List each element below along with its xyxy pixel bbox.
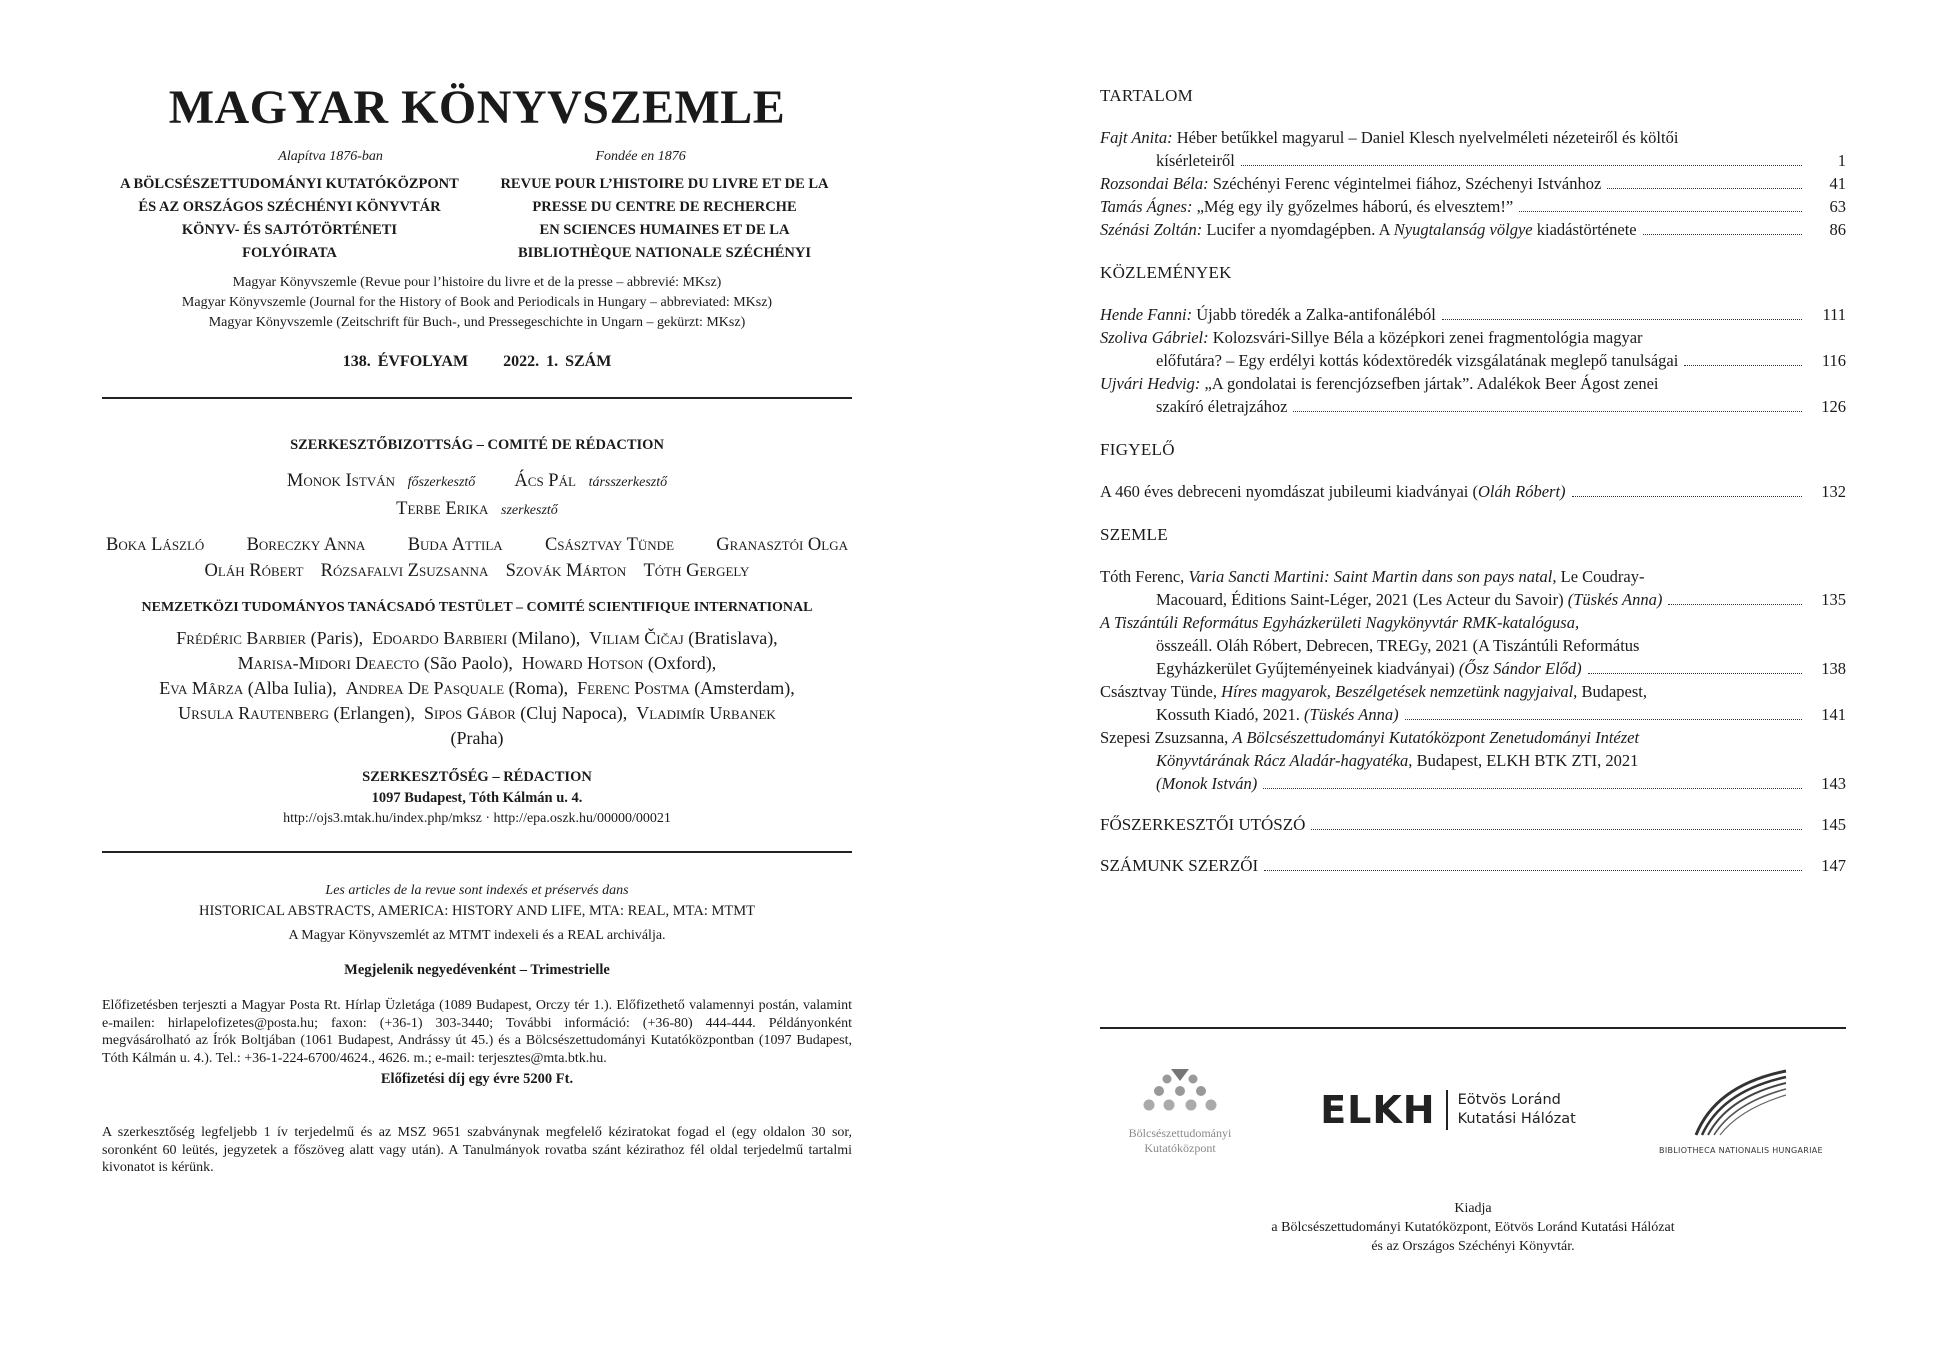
org-hu-line: KÖNYV- ÉS SAJTÓTÖRTÉNETI [181,222,398,238]
logo-row [1100,1055,1846,1165]
toc-entry-text: A Tiszántúli Református Egyházkerületi Nagykönyvtár RMK-katalógusa, [1100,613,1580,632]
table-of-contents [1100,86,1846,795]
toc-entry-line [1100,349,1846,372]
board-row-2 [102,558,852,584]
toc-entry-text: A 460 éves debreceni nyomdászat jubileumi kiadványai (Oláh Róbert) [1100,482,1566,501]
toc-section-heading: TARTALOM [1100,86,1194,105]
board-member: Tóth Gergely [643,561,750,581]
toc-entry[interactable] [1100,195,1846,218]
intl-member-name: Eva Mârza [159,678,244,698]
intl-board [102,626,852,751]
toc-leader [1442,319,1802,320]
intl-member-city: (Bratislava), [683,628,778,648]
toc-entry-line [1100,326,1846,349]
editor-role: főszerkesztő [407,475,476,490]
toc-entry-line [1100,611,1846,634]
toc-entry[interactable] [1100,218,1846,241]
toc-entry-line [1100,372,1846,395]
founded-fr: Fondée en 1876 [595,149,686,164]
editor-role: szerkesztő [501,503,558,518]
toc-entry-text: kísérleteiről [1156,151,1235,170]
toc-entry-text: Szoliva Gábriel: Kolozsvári-Sillye Béla a középkori zenei fragmentológia magyar [1100,328,1643,347]
right-page [1100,0,1846,1359]
org-fr-line: PRESSE DU CENTRE DE RECHERCHE [532,199,797,215]
toc-entry-line [1100,749,1846,772]
board-member: Rózsafalvi Zsuzsanna [320,561,489,581]
toc-entry-line [1100,480,1846,503]
oszk-logo-icon [1686,1065,1796,1141]
toc-entry-text: (Monok István) [1156,774,1258,793]
toc-entry-text: összeáll. Oláh Róbert, Debrecen, TREGy, 2021 (A Tiszántúli Református [1156,636,1640,655]
intl-member-name: Andrea De Pasquale [345,678,505,698]
toc-entry[interactable] [1100,372,1846,418]
board-row-1 [102,532,852,558]
left-page [102,0,852,1359]
toc-page-number: 41 [1829,174,1846,193]
toc-page-number: 1 [1837,151,1846,170]
toc-entry[interactable] [1100,303,1846,326]
manuscript-info: A szerkesztőség legfeljebb 1 ív terjedelmű és az MSZ 9651 szabványnak megfelelő kéziratokat fogad el (egy oldalon 30 sor, soronként 60 leütés, jegyzetek a főszöveg alatt vagy után). A Tanulmányok rovatba szánt kézirathoz fél oldal terjedelmű tartalmi kivonatot is kérünk. [102,1125,852,1175]
elkh-line: Kutatási Hálózat [1457,1111,1576,1127]
toc-entry-text: Hende Fanni: Újabb töredék a Zalka-antifonáléból [1100,305,1436,324]
toc-leader [1263,788,1802,789]
toc-entry-line [1100,634,1846,657]
toc-entry-text: Fajt Anita: Héber betűkkel magyarul – Daniel Klesch nyelvelméleti nézeteiről és költői [1100,128,1679,147]
toc-entry-text: Egyházkerület Gyűjteményeinek kiadványai) (Ősz Sándor Előd) [1156,659,1582,678]
toc-section-heading: SZEMLE [1100,525,1168,544]
toc-leader [1607,188,1802,189]
toc-entry-text: Kossuth Kiadó, 2021. (Tüskés Anna) [1156,705,1399,724]
intl-member-name: Sipos Gábor [423,703,516,723]
toc-entry[interactable] [1100,480,1846,503]
publisher-line: a Bölcsészettudományi Kutatóközpont, Eötvös Loránd Kutatási Hálózat [1271,1220,1675,1235]
editor-in-chief [283,471,479,491]
toc-page-number: 132 [1821,482,1846,501]
toc-closing [1100,813,1846,877]
org-block [102,173,852,265]
intl-member-city: (Praha) [450,728,504,748]
toc-entry-line [1100,854,1846,877]
toc-entry-line [1100,395,1846,418]
publisher-line: és az Országos Széchényi Könyvtár. [1371,1239,1575,1254]
btk-logo-text [1100,1126,1260,1156]
toc-entry-text: szakíró életrajzához [1156,397,1288,416]
toc-leader [1684,365,1802,366]
intl-member-city: (Amsterdam), [689,678,795,698]
toc-entry-text: Szepesi Zsuzsanna, A Bölcsészettudományi Kutatóközpont Zenetudományi Intézet [1100,728,1640,747]
org-fr-line: EN SCIENCES HUMAINES ET DE LA [539,222,790,238]
issue: 2022. 1. SZÁM [503,353,612,370]
toc-page-number: 86 [1829,220,1846,239]
abbreviation-line: Magyar Könyvszemle (Journal for the History of Book and Periodicals in Hungary – abbreviated: MKsz) [181,295,773,310]
publisher [1100,1199,1846,1256]
editor-name: Ács Pál [514,471,576,491]
oszk-logo [1636,1065,1846,1155]
toc-entry-text: Macouard, Éditions Saint-Léger, 2021 (Les Acteur du Savoir) (Tüskés Anna) [1156,590,1663,609]
toc-page-number: 143 [1821,774,1846,793]
toc-entry-line [1100,772,1846,795]
intl-member-city: (Milano), [507,628,581,648]
intl-member-name: Vladimír Urbanek [636,703,776,723]
toc-entry-line [1100,657,1846,680]
board-member: Buda Attila [407,535,503,555]
toc-entry[interactable] [1100,611,1846,680]
toc-leader [1668,604,1802,605]
org-hu-line: A BÖLCSÉSZETTUDOMÁNYI KUTATÓKÖZPONT [120,176,459,192]
redaction-heading: SZERKESZTŐSÉG – RÉDACTION [362,769,592,785]
toc-entry[interactable] [1100,172,1846,195]
org-fr [477,173,852,265]
intl-member-name: Frédéric Barbier [176,628,307,648]
toc-closing-entry[interactable] [1100,813,1846,836]
toc-leader [1405,719,1802,720]
toc-entry[interactable] [1100,726,1846,795]
toc-page-number: 135 [1821,590,1846,609]
toc-entry[interactable] [1100,126,1846,172]
toc-entry-text: Szénási Zoltán: Lucifer a nyomdagépben. A Nyugtalanság völgye kiadástörténete [1100,220,1637,239]
toc-entry[interactable] [1100,326,1846,372]
subscription-price: Előfizetési díj egy évre 5200 Ft. [380,1071,574,1087]
indexed-hu: A Magyar Könyvszemlét az MTMT indexeli és a REAL archiválja. [288,928,666,943]
intl-board-line [102,676,852,701]
toc-entry-line [1100,303,1846,326]
indexed-intro: Les articles de la revue sont indexés et préservés dans [325,883,629,898]
toc-leader [1588,673,1802,674]
toc-entry-line [1100,149,1846,172]
toc-entry-text: Rozsondai Béla: Széchényi Ferenc végintelmei fiához, Széchenyi Istvánhoz [1100,174,1602,193]
toc-entry[interactable] [1100,565,1846,611]
divider [102,397,852,399]
org-hu-line: FOLYÓIRATA [242,245,337,261]
intl-member-city: (Oxford), [643,653,717,673]
volume-issue [102,353,852,371]
elkh-logo [1320,1088,1576,1132]
toc-leader [1519,211,1802,212]
intl-member-name: Edoardo Barbieri [372,628,508,648]
intl-member-city: (Paris), [306,628,364,648]
toc-page-number: 126 [1821,397,1846,416]
toc-entry[interactable] [1100,680,1846,726]
toc-leader [1241,165,1802,166]
toc-page-number: 111 [1822,305,1846,324]
toc-entry-line [1100,726,1846,749]
elkh-separator [1446,1090,1448,1130]
toc-page-number: 141 [1821,705,1846,724]
editor-role: társszerkesztő [588,475,668,490]
toc-page-number: 138 [1821,659,1846,678]
elkh-text [1458,1091,1576,1129]
toc-entry-text: Tamás Ágnes: „Még egy ily győzelmes háború, és elvesztem!” [1100,197,1514,216]
board-member: Boreczky Anna [246,535,366,555]
publisher-line: Kiadja [1454,1201,1492,1216]
toc-entry-text: FŐSZERKESZTŐI UTÓSZÓ [1100,815,1306,834]
toc-entry-text: előfutára? – Egy erdélyi kottás kódextöredék vizsgálatának meglepő tanulságai [1156,351,1679,370]
board-member: Boka László [106,535,205,555]
toc-entry-line [1100,680,1846,703]
toc-entry-text: Császtvay Tünde, Híres magyarok, Beszélgetések nemzetünk nagyjaival, Budapest, [1100,682,1647,701]
divider [1100,1027,1846,1029]
editor-name: Terbe Erika [396,499,489,519]
toc-leader [1643,234,1802,235]
editor-name: Monok István [286,471,395,491]
btk-logo [1100,1065,1260,1156]
subscription-info: Előfizetésben terjeszti a Magyar Posta Rt. Hírlap Üzletága (1089 Budapest, Orczy tér 1.). Előfizethető valamennyi postán, valamint e-mailen: hirlapelofizetes@posta.hu; faxon: (+36-1) 303-3440; További információ: (+36-80) 444-444. Példányonként megvásárolható az Írók Boltjában (1061 Budapest, Andrássy út 45.) és a Bölcsészettudományi Kutatóközpontban (1097 Budapest, Tóth Kálmán u. 4.). Tel.: +36-1-224-6700/4624., 4626. m.; e-mail: terjesztes@mta.btk.hu. [102,998,852,1066]
toc-leader [1264,870,1802,871]
toc-page-number: 116 [1821,351,1846,370]
intl-board-line [102,651,852,676]
toc-entry-text: Tóth Ferenc, Varia Sancti Martini: Saint Martin dans son pays natal, Le Coudray- [1100,567,1645,586]
toc-leader [1311,829,1802,830]
toc-entry-text: Ujvári Hedvig: „A gondolatai is ferencjózsefben jártak”. Adalékok Beer Ágost zenei [1100,374,1659,393]
org-hu [102,173,477,265]
btk-logo-icon [1135,1065,1225,1121]
intl-member-city: (Roma), [504,678,569,698]
toc-entry-line [1100,195,1846,218]
elkh-mark: ELKH [1320,1088,1436,1132]
editorial-heading: SZERKESZTŐBIZOTTSÁG – COMITÉ DE RÉDACTION [290,437,664,453]
toc-page-number: 147 [1821,856,1846,875]
intl-board-line [102,701,852,726]
board-member: Császtvay Tünde [544,535,675,555]
org-hu-line: ÉS AZ ORSZÁGOS SZÉCHÉNYI KÖNYVTÁR [138,199,441,215]
intl-board-line [102,626,852,651]
abbreviations [102,273,852,333]
intl-member-city: (Alba Iulia), [243,678,337,698]
indexed-list: HISTORICAL ABSTRACTS, AMERICA: HISTORY AND LIFE, MTA: REAL, MTA: MTMT [199,903,755,919]
toc-entry-line [1100,813,1846,836]
board-member: Granasztói Olga [716,535,848,555]
co-editor [510,471,671,491]
toc-leader [1293,411,1802,412]
editor-row-2 [102,496,852,524]
btk-logo-line: Kutatóközpont [1144,1140,1216,1155]
intl-member-name: Viliam Čičaj [589,628,684,648]
intl-member-name: Marisa-Midori Deaecto [237,653,420,673]
toc-entry-line [1100,172,1846,195]
intl-member-name: Ferenc Postma [577,678,690,698]
toc-entry-text: SZÁMUNK SZERZŐI [1100,856,1259,875]
toc-section-heading: KÖZLEMÉNYEK [1100,263,1232,282]
intl-heading: NEMZETKÖZI TUDOMÁNYOS TANÁCSADÓ TESTÜLET – COMITÉ SCIENTIFIQUE INTERNATIONAL [141,600,813,615]
elkh-line: Eötvös Loránd [1457,1092,1561,1108]
toc-entry-line [1100,588,1846,611]
founded-hu: Alapítva 1876-ban [278,149,383,164]
toc-entry-line [1100,126,1846,149]
board-member: Oláh Róbert [204,561,304,581]
abbreviation-line: Magyar Könyvszemle (Zeitschrift für Buch-, und Pressegeschichte in Ungarn – gekürzt: MKsz) [208,315,746,330]
divider [102,851,852,853]
intl-member-city: (São Paolo), [419,653,513,673]
org-fr-line: BIBLIOTHÈQUE NATIONALE SZÉCHÉNYI [517,245,812,261]
toc-entry-line [1100,565,1846,588]
abbreviation-line: Magyar Könyvszemle (Revue pour l’histoire du livre et de la presse – abbrevié: MKsz) [232,275,722,290]
intl-member-city: (Cluj Napoca), [515,703,628,723]
toc-section-heading: FIGYELŐ [1100,440,1175,459]
org-fr-line: REVUE POUR L’HISTOIRE DU LIVRE ET DE LA [500,176,829,192]
founded-row [102,149,852,165]
toc-entry-line [1100,703,1846,726]
intl-member-name: Howard Hotson [521,653,644,673]
volume: 138. ÉVFOLYAM [342,353,469,370]
board-member: Szovák Márton [505,561,627,581]
btk-logo-line: Bölcsészettudományi [1128,1125,1232,1140]
oszk-logo-text: BIBLIOTHECA NATIONALIS HUNGARIAE [1659,1146,1823,1155]
toc-entry-line [1100,218,1846,241]
frequency: Megjelenik negyedévenként – Trimestrielle [344,962,610,978]
toc-page-number: 63 [1829,197,1846,216]
editors-row [102,468,852,496]
toc-entry-text: Könyvtárának Rácz Aladár-hagyatéka, Budapest, ELKH BTK ZTI, 2021 [1156,751,1639,770]
intl-member-name: Ursula Rautenberg [178,703,330,723]
toc-leader [1572,496,1802,497]
journal-urls[interactable]: http://ojs3.mtak.hu/index.php/mksz · http://epa.oszk.hu/00000/00021 [283,811,671,826]
intl-board-line [102,726,852,751]
redaction-address: 1097 Budapest, Tóth Kálmán u. 4. [371,790,583,806]
intl-member-city: (Erlangen), [329,703,415,723]
toc-page-number: 145 [1821,815,1846,834]
journal-title: MAGYAR KÖNYVSZEMLE [168,81,786,134]
toc-closing-entry[interactable] [1100,854,1846,877]
